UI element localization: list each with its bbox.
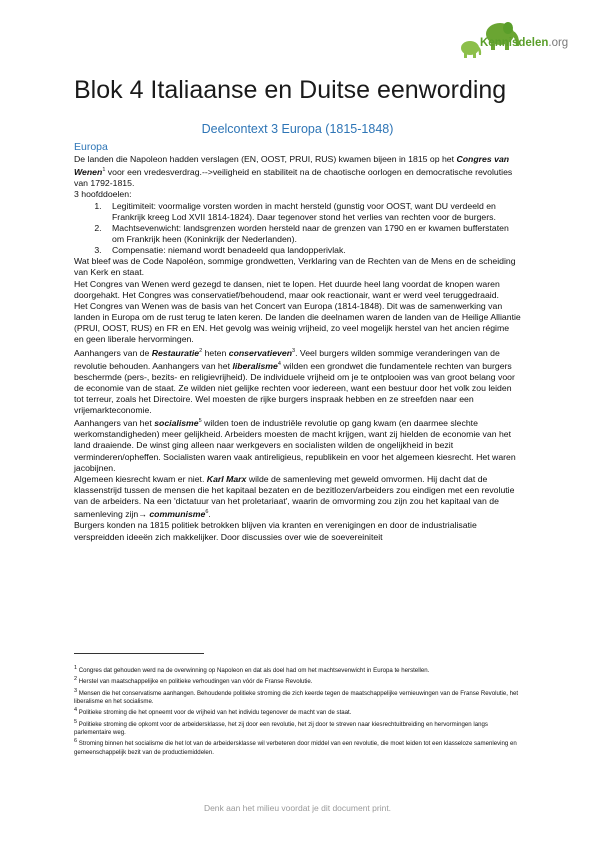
term-liberalisme: liberalisme bbox=[232, 360, 278, 371]
paragraph-1 bbox=[74, 154, 521, 189]
footnote bbox=[74, 706, 521, 717]
text: heten bbox=[202, 347, 229, 358]
text: wilden toen de industriële revolutie op gang kwam (en daarmee slechte werkomstandigheden) meer gelijkheid. Arbeiders moesten de macht krijgen, want zij hielden de economie van het land draaiende. De winst ging alleen naar werkgevers en socialisten wilden de ongelijkheid in bezit verminderen/opheffen. Socialisten waren vaak antireligieus, republikein en voor het algemeen kiesrecht. Het waren jacobijnen. bbox=[74, 418, 516, 473]
paragraph-9: Burgers konden na 1815 politiek betrokken blijven via kranten en verenigingen en door de industrialisatie verspreidden ideeën zich makkelijker. Door discussies over wie de soevereiniteit bbox=[74, 520, 477, 542]
arrow-icon: → bbox=[138, 509, 150, 520]
goals-list bbox=[74, 201, 521, 257]
text: . bbox=[208, 509, 211, 520]
term-conservatieven: conservatieven bbox=[228, 347, 292, 358]
text: De landen die Napoleon hadden verslagen (EN, OOST, PRUI, RUS) kwamen bijeen in 1815 op het bbox=[74, 154, 457, 164]
footnote bbox=[74, 664, 521, 675]
footnote bbox=[74, 687, 521, 707]
footnote bbox=[74, 737, 521, 757]
logo-wordmark bbox=[480, 37, 568, 49]
footnote-ref[interactable]: 4 bbox=[277, 360, 281, 367]
logo-part-kennis: Kennis bbox=[480, 37, 519, 49]
logo-part-delen: delen bbox=[518, 37, 549, 49]
footnote-number: 1 bbox=[74, 665, 78, 671]
paragraph-6 bbox=[74, 346, 521, 417]
term-communisme: communisme bbox=[149, 509, 206, 520]
footnote bbox=[74, 675, 521, 686]
list-item: 2. Machtsevenwicht: landsgrenzen worden hersteld naar de grenzen van 1790 en er kwamen bufferstaten om Frankrijk heen (Koninkrijk der Nederlanden). bbox=[104, 223, 521, 245]
list-item: 3. Compensatie: niemand wordt benadeeld qua landopperivlak. bbox=[104, 245, 521, 256]
footnote-text: Congres dat gehouden werd na de overwinning op Napoleon en dat als doel had om het machtsevenwicht in Europa te herstellen. bbox=[77, 667, 430, 675]
footnote-ref[interactable]: 2 bbox=[199, 347, 203, 354]
section-heading: Europa bbox=[74, 141, 108, 153]
footnote-text: Politieke stroming die opkomt voor de arbeidersklasse, het zij door een revolutie, het zij door te streven naar kiesrechtuitbreiding en hervormingen langs parlementaire weg. bbox=[74, 720, 488, 736]
logo-part-org: .org bbox=[548, 37, 569, 49]
text: . Veel burgers wilden sommige veranderingen van de revolutie behouden. Aanhangers van het bbox=[74, 347, 500, 371]
footnotes bbox=[74, 653, 521, 757]
print-notice: Denk aan het milieu voordat je dit document print. bbox=[203, 803, 392, 813]
footnote-text: Herstel van maatschappelijke en politieke verhoudingen van vóór de Franse Revolutie. bbox=[77, 678, 313, 686]
term-restauratie: Restauratie bbox=[151, 347, 200, 358]
footnote-ref[interactable]: 5 bbox=[198, 418, 202, 425]
term-socialisme: socialisme bbox=[154, 418, 199, 429]
text: voor een vredesverdrag.-->veiligheid en stabiliteit na de chaotische oorlogen en democratische revoluties van 1792-1815. bbox=[74, 167, 513, 189]
page-subtitle: Deelcontext 3 Europa (1815-1848) bbox=[201, 122, 394, 136]
footnote-number: 5 bbox=[74, 718, 78, 725]
footnote-text: Mensen die het conservatisme aanhangen. Behoudende politieke stroming die zich keerde tegen de maatschappelijke vernieuwingen van de Franse Revolutie, het liberalisme en het socialisme. bbox=[74, 689, 519, 705]
footnote-ref[interactable]: 6 bbox=[205, 509, 209, 516]
footnote-number: 3 bbox=[74, 687, 78, 694]
footnote-number: 4 bbox=[74, 707, 78, 714]
term-congres-van-wenen: Congres van Wenen bbox=[74, 154, 510, 178]
paragraph-5: Het Congres van Wenen was de basis van het Concert van Europa (1814-1848). Dit was de samenwerking van landen in Europa om de rust terug te laten keren. De landen die deelnamen waren de landen van de Heilige Alliantie (PRUI, OOST, RUS) en FR en EN. Het gevolg was weinig vrijheid, zo veel mogelijk herstel van het ancien régime en geen liberale hervormingen. bbox=[74, 300, 521, 345]
footnote-ref[interactable]: 3 bbox=[292, 347, 296, 354]
footnote-text: Politieke stroming die het opneemt voor de vrijheid van het individu tegenover de macht van de staat. bbox=[77, 709, 352, 717]
paragraph-8 bbox=[74, 474, 521, 521]
text: Aanhangers van de bbox=[74, 347, 152, 358]
paragraph-4: Het Congres van Wenen werd gezegd te dansen, niet te lopen. Het duurde heel lang voordat de knopen waren doorgehakt. Het Congres was conservatief/behoudend, maar ook reactionair, want er werd veel teruggedraaid. bbox=[74, 278, 500, 300]
paragraph-2: 3 hoofddoelen: bbox=[74, 189, 132, 200]
footnote bbox=[74, 718, 521, 738]
list-item: 1. Legitimiteit: voormalige vorsten worden in macht hersteld (gunstig voor OOST, want DU verdeeld en Frankrijk kreeg Lod XVII 1814-1824). Daar tegenover stond het verlies van rechten voor de burgers. bbox=[104, 201, 521, 223]
text: Aanhangers van het bbox=[74, 418, 155, 429]
footnote-text: Stroming binnen het socialisme die het lot van de arbeidersklasse wil verbeteren door middel van een revolutie, die moet leiden tot een klasseloze samenleving en gemeenschappelijk bezit van de productiemiddelen. bbox=[74, 740, 517, 756]
term-karl-marx: Karl Marx bbox=[206, 473, 247, 484]
document-body bbox=[74, 141, 521, 543]
page-title: Blok 4 Italiaanse en Duitse eenwording bbox=[74, 76, 507, 104]
footnote-number: 2 bbox=[74, 676, 78, 683]
paragraph-3: Wat bleef was de Code Napoléon, sommige grondwetten, Verklaring van de Rechten van de Mens en de scheiding van Kerk en staat. bbox=[74, 256, 516, 278]
footnote-number: 6 bbox=[74, 738, 78, 745]
footnote-ref[interactable]: 1 bbox=[102, 167, 106, 174]
text: Algemeen kiesrecht kwam er niet. bbox=[74, 473, 207, 484]
text: wilde de samenleving met geweld omvormen. Hij dacht dat de klassenstrijd tussen de mensen die het kapitaal bezaten en de bezitlozen/arbeiders zou eindigen met een revolutie van de arbeiders. Na een 'dictatuur van het proletariaat', waarin de omvorming zou zijn zou het kapitaal van de samenleving zijn bbox=[74, 473, 515, 520]
text: wilden een grondwet die fundamentele rechten van burgers beschermde (pers-, bezits- en religievrijheid). De individuele vrijheid om je te ontplooien was van groot belang voor de economie van de staat. Ze wilden niet gelijke rechten voor iedereen, want een bestuur door het volk zou leiden tot terreur, zoals het Directoire. Wel moesten de rijke burgers inspraak hebben en ze streefden naar een vrijemarkteconomie. bbox=[74, 360, 515, 416]
paragraph-7 bbox=[74, 416, 521, 474]
footnote-divider bbox=[74, 653, 204, 654]
